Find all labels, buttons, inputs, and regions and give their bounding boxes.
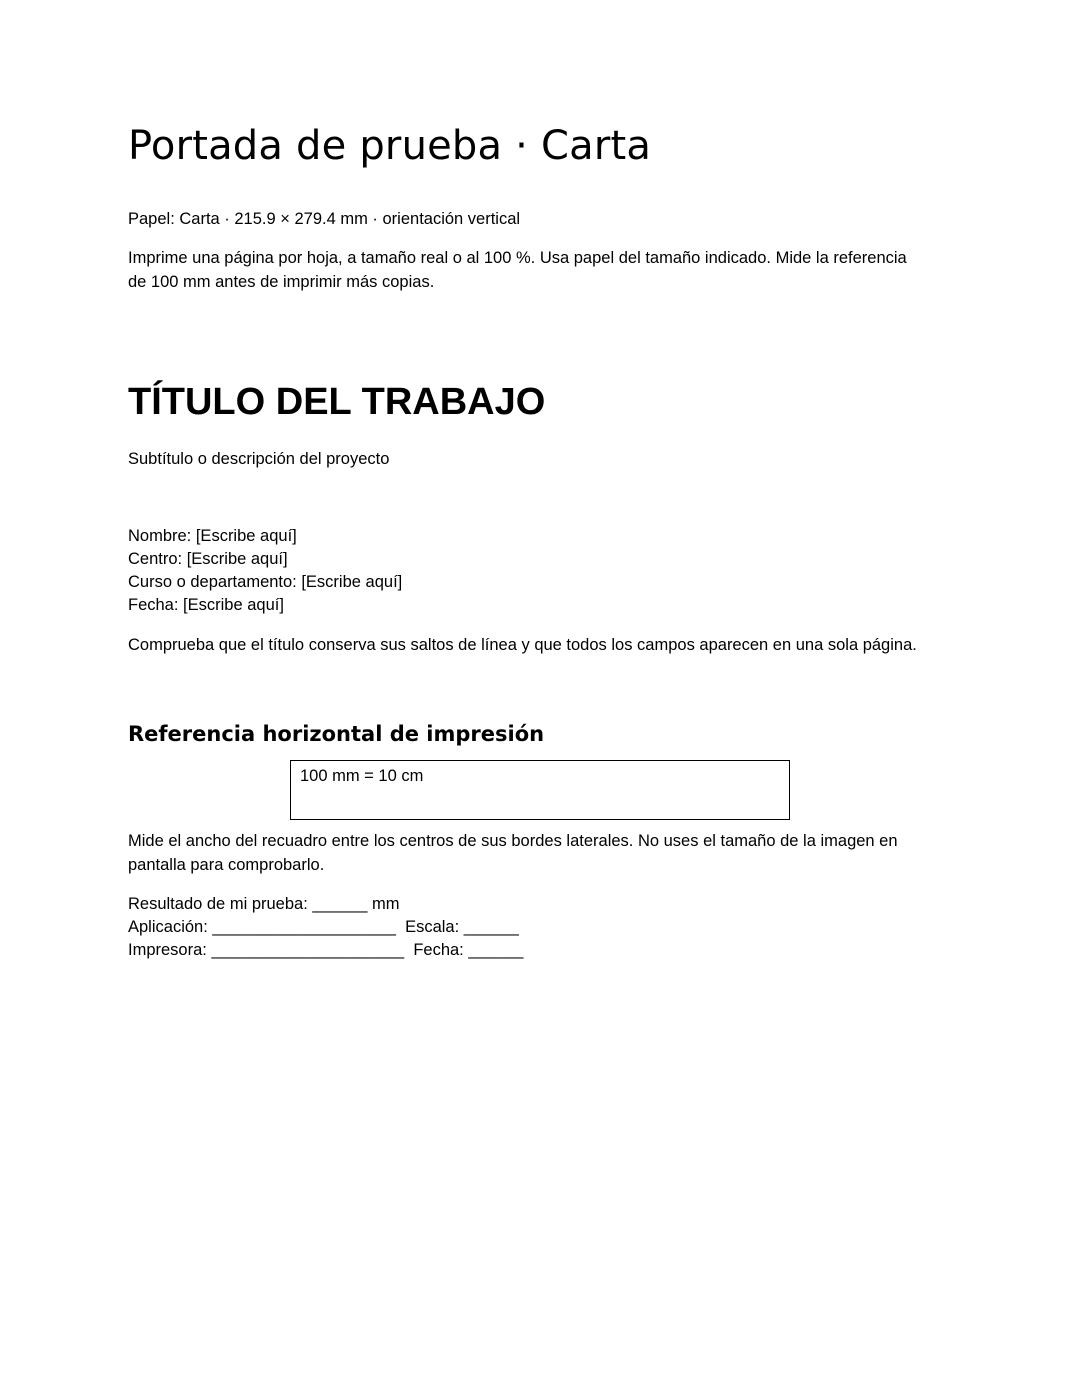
- cover-fields: [128, 525, 402, 617]
- reference-box: [290, 760, 790, 820]
- cover-subtitle: Subtítulo o descripción del proyecto: [128, 450, 390, 468]
- cover-title: TÍTULO DEL TRABAJO: [128, 381, 546, 423]
- document-heading: Portada de prueba · Carta: [128, 123, 652, 169]
- field-fecha: Fecha: [Escribe aquí]: [128, 596, 284, 614]
- paper-info: Papel: Carta · 215.9 × 279.4 mm · orientación vertical: [128, 210, 521, 228]
- check-note: Comprueba que el título conserva sus saltos de línea y que todos los campos aparecen en una sola página.: [128, 636, 917, 654]
- reference-box-label: 100 mm = 10 cm: [300, 767, 424, 785]
- result-line-aplicacion: Aplicación: ____________________ Escala: ______: [128, 918, 519, 936]
- print-instructions: Imprime una página por hoja, a tamaño real o al 100 %. Usa papel del tamaño indicado. Mide la referencia de 100 mm antes de imprimir más copias.: [128, 249, 907, 291]
- result-line-resultado: Resultado de mi prueba: ______ mm: [128, 895, 400, 913]
- document-page: [128, 118, 958, 959]
- reference-heading: Referencia horizontal de impresión: [128, 722, 545, 746]
- field-nombre: Nombre: [Escribe aquí]: [128, 527, 297, 545]
- measure-note: Mide el ancho del recuadro entre los centros de sus bordes laterales. No uses el tamaño de la imagen en pantalla para comprobarlo.: [128, 832, 898, 874]
- field-curso: Curso o departamento: [Escribe aquí]: [128, 573, 403, 591]
- field-centro: Centro: [Escribe aquí]: [128, 550, 288, 568]
- result-lines: [128, 893, 523, 962]
- result-line-impresora: Impresora: _____________________ Fecha: ______: [128, 941, 524, 959]
